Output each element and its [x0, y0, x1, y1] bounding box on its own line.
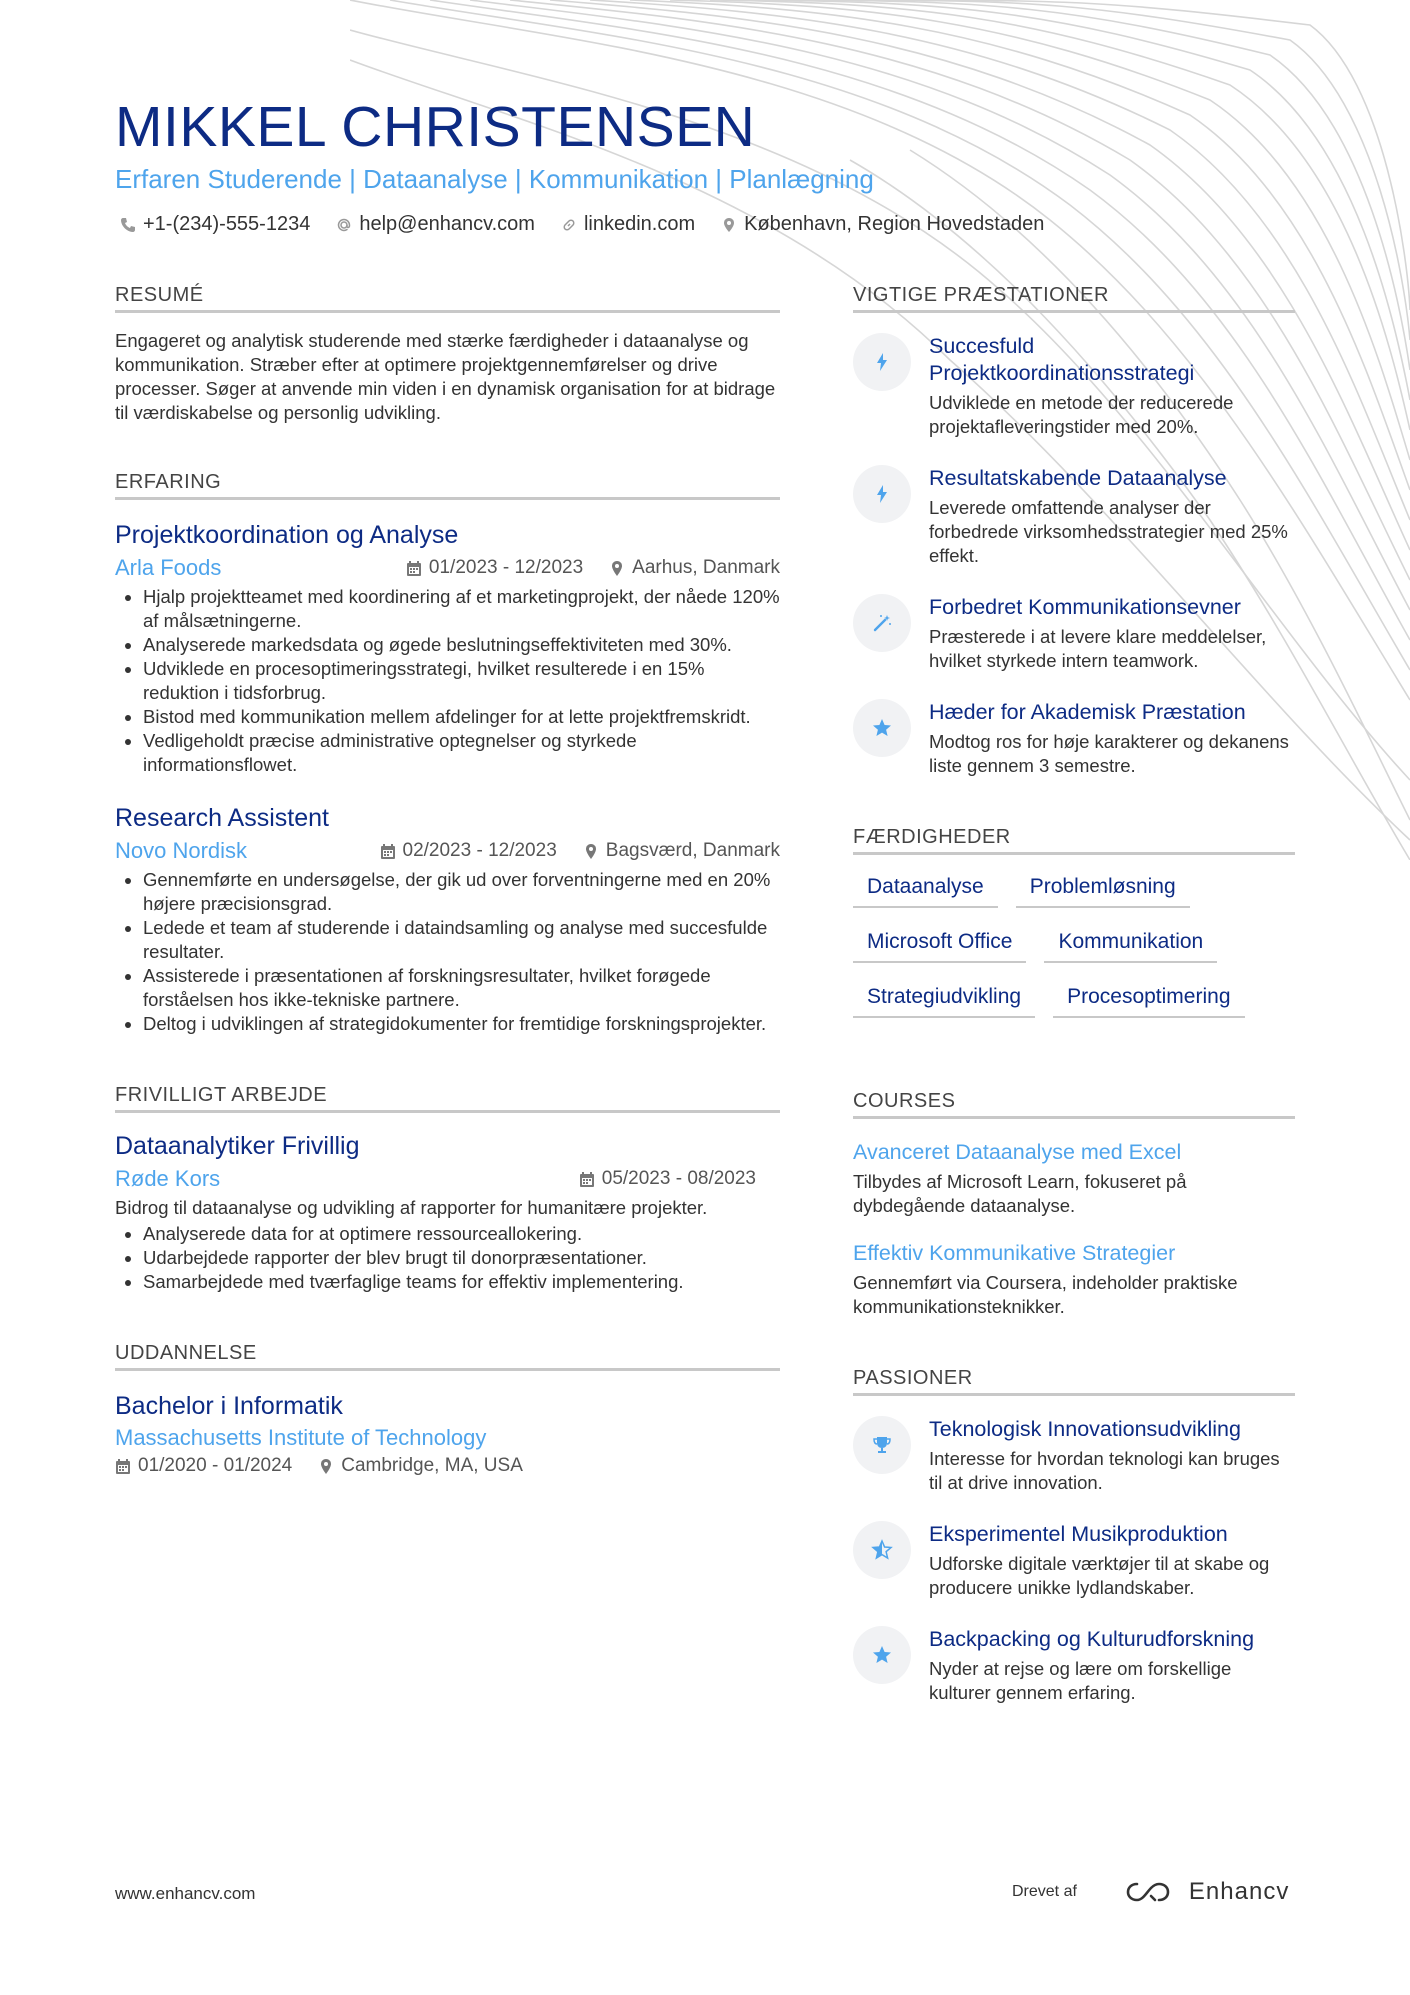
link-icon	[561, 217, 577, 233]
skill-tag: Procesoptimering	[1053, 985, 1244, 1018]
contact-linkedin[interactable]	[561, 213, 695, 236]
bullet-item: • Ledede et team af studerende i dataindsamling og analyse med succesfulde resultater.	[143, 916, 780, 964]
courses-section	[853, 1090, 1295, 1319]
calendar-icon	[406, 560, 422, 577]
education-section-title: UDDANNELSE	[115, 1342, 780, 1371]
achievement-desc: Præsterede i at levere klare meddelelser, hvilket styrkede intern teamwork.	[929, 626, 1267, 671]
experience-section-title: ERFARING	[115, 471, 780, 500]
skills-section	[853, 826, 1295, 1040]
experience-section	[115, 471, 780, 1036]
job-meta	[115, 838, 780, 864]
course-item	[853, 1240, 1295, 1319]
job-bullets	[115, 868, 780, 1036]
bullet-item: • Analyserede markedsdata og øgede beslutningseffektiviteten med 30%.	[143, 633, 780, 657]
course-desc: Gennemført via Coursera, indeholder praktiske kommunikationsteknikker.	[853, 1272, 1238, 1317]
resume-section-title: RESUMÉ	[115, 284, 780, 313]
volunteer-desc: Bidrog til dataanalyse og udvikling af rapporter for humanitære projekter.	[115, 1197, 708, 1218]
right-column	[853, 284, 1295, 1705]
passion-title: Backpacking og Kulturudforskning	[929, 1627, 1255, 1651]
passion-item	[853, 1521, 1295, 1600]
achievements-section-title: VIGTIGE PRÆSTATIONER	[853, 284, 1295, 313]
contact-bar	[120, 213, 1044, 236]
course-desc: Tilbydes af Microsoft Learn, fokuseret på dybdegående dataanalyse.	[853, 1171, 1187, 1216]
achievement-item	[853, 594, 1295, 673]
achievement-desc: Udviklede en metode der reducerede projektafleveringstider med 20%.	[929, 392, 1234, 437]
linkedin-text: linkedin.com	[583, 213, 696, 235]
education-meta	[115, 1455, 780, 1477]
footer-brand	[1012, 1878, 1289, 1906]
calendar-icon	[380, 843, 396, 860]
company-name: Arla Foods	[115, 555, 222, 580]
bolt-icon	[871, 483, 893, 505]
job-meta	[115, 555, 780, 581]
location-pin-icon	[318, 1458, 334, 1475]
course-item	[853, 1139, 1295, 1218]
bullet-item: • Bistod med kommunikation mellem afdelinger for at lette projektfremskridt.	[143, 705, 780, 729]
passions-section-title: PASSIONER	[853, 1367, 1295, 1396]
half-star-icon	[871, 1539, 893, 1561]
achievement-item	[853, 333, 1295, 439]
passion-item	[853, 1416, 1295, 1495]
bullet-item: • Assisterede i præsentationen af forskningsresultater, hvilket forøgede forståelsen hos ikke-tekniske partnere.	[143, 964, 780, 1012]
volunteer-section	[115, 1084, 780, 1294]
course-title: Avanceret Dataanalyse med Excel	[853, 1140, 1182, 1164]
at-icon	[336, 217, 352, 233]
location-pin-icon	[721, 217, 737, 233]
bullet-item: • Deltog i udviklingen af strategidokumenter for fremtidige forskningsprojekter.	[143, 1012, 780, 1036]
passion-title: Teknologisk Innovationsudvikling	[929, 1417, 1241, 1441]
bolt-icon	[871, 351, 893, 373]
skill-tag: Problemløsning	[1016, 875, 1190, 908]
achievement-title: Resultatskabende Dataanalyse	[929, 466, 1227, 490]
passion-desc: Udforske digitale værktøjer til at skabe og producere unikke lydlandskaber.	[929, 1553, 1270, 1598]
job-title: Research Assistent	[115, 804, 329, 832]
candidate-tagline: Erfaren Studerende | Dataanalyse | Kommunikation | Planlægning	[115, 164, 874, 194]
achievement-title: Succesfuld Projektkoordinationsstrategi	[929, 334, 1195, 385]
education-location: Cambridge, MA, USA	[318, 1455, 523, 1477]
course-title: Effektiv Kommunikative Strategier	[853, 1241, 1176, 1265]
skill-tag: Strategiudvikling	[853, 985, 1035, 1018]
volunteer-bullets	[115, 1222, 780, 1294]
skill-tag: Kommunikation	[1044, 930, 1217, 963]
email-text: help@enhancv.com	[359, 213, 535, 235]
bullet-item: • Udviklede en procesoptimeringsstrategi, hvilket resulterede i en 15% reduktion i tidsforbrug.	[143, 657, 780, 705]
calendar-icon	[579, 1171, 595, 1188]
skills-section-title: FÆRDIGHEDER	[853, 826, 1295, 855]
passion-title: Eksperimentel Musikproduktion	[929, 1522, 1228, 1546]
bullet-item: • Udarbejdede rapporter der blev brugt til donorpræsentationer.	[143, 1246, 780, 1270]
enhancv-logo-icon	[1125, 1880, 1171, 1904]
magic-wand-icon	[871, 612, 893, 634]
resume-section	[115, 284, 780, 425]
job-title: Projektkoordination og Analyse	[115, 521, 459, 549]
achievement-title: Forbedret Kommunikationsevner	[929, 595, 1241, 619]
location-pin-icon	[583, 843, 599, 860]
volunteer-dates: 05/2023 - 08/2023	[579, 1168, 756, 1190]
bullet-item: • Vedligeholdt præcise administrative optegnelser og styrkede informationsflowet.	[143, 729, 780, 777]
achievement-desc: Leverede omfattende analyser der forbedrede virksomhedsstrategier med 25% effekt.	[929, 497, 1288, 566]
achievement-title: Hæder for Akademisk Præstation	[929, 700, 1246, 724]
contact-email[interactable]	[336, 213, 535, 236]
volunteer-entry	[115, 1131, 780, 1294]
passions-section	[853, 1367, 1295, 1705]
degree-title: Bachelor i Informatik	[115, 1392, 343, 1420]
volunteer-meta	[115, 1166, 780, 1192]
job-entry	[115, 520, 780, 777]
achievement-item	[853, 699, 1295, 778]
skill-tag: Dataanalyse	[853, 875, 998, 908]
trophy-icon	[871, 1434, 893, 1456]
achievement-desc: Modtog ros for høje karakterer og dekanens liste gennem 3 semestre.	[929, 731, 1289, 776]
volunteer-role: Dataanalytiker Frivillig	[115, 1132, 360, 1160]
skill-tag: Microsoft Office	[853, 930, 1026, 963]
education-section	[115, 1342, 780, 1477]
achievements-section	[853, 284, 1295, 778]
job-dates: 01/2023 - 12/2023	[406, 557, 583, 579]
passion-desc: Nyder at rejse og lære om forskellige kulturer gennem erfaring.	[929, 1658, 1232, 1703]
passion-item	[853, 1626, 1295, 1705]
job-location: Bagsværd, Danmark	[583, 840, 780, 862]
job-location: Aarhus, Danmark	[609, 557, 780, 579]
achievement-item	[853, 465, 1295, 568]
star-icon	[871, 1644, 893, 1666]
phone-text: +1-(234)-555-1234	[143, 213, 311, 235]
contact-location	[721, 213, 1044, 236]
education-dates: 01/2020 - 01/2024	[115, 1455, 292, 1477]
job-dates: 02/2023 - 12/2023	[380, 840, 557, 862]
skills-list	[853, 875, 1293, 1040]
location-text: København, Region Hovedstaden	[744, 213, 1045, 235]
location-pin-icon	[609, 560, 625, 577]
star-icon	[871, 717, 893, 739]
bullet-item: • Hjalp projektteamet med koordinering af et marketingprojekt, der nåede 120% af målsætningerne.	[143, 585, 780, 633]
job-bullets	[115, 585, 780, 777]
school-name: Massachusetts Institute of Technology	[115, 1425, 487, 1450]
candidate-name: MIKKEL CHRISTENSEN	[115, 95, 756, 159]
volunteer-section-title: FRIVILLIGT ARBEJDE	[115, 1084, 780, 1113]
company-name: Novo Nordisk	[115, 838, 248, 863]
courses-section-title: COURSES	[853, 1090, 1295, 1119]
left-column	[115, 284, 780, 1477]
bullet-item: • Gennemførte en undersøgelse, der gik ud over forventningerne med en 20% højere præcisionsgrad.	[143, 868, 780, 916]
contact-phone[interactable]	[120, 213, 310, 236]
brand-name: Enhancv	[1188, 1878, 1290, 1905]
bullet-item: • Analyserede data for at optimere ressourceallokering.	[143, 1222, 780, 1246]
footer-website[interactable]: www.enhancv.com	[115, 1884, 256, 1903]
summary-text: Engageret og analytisk studerende med stærke færdigheder i dataanalyse og kommunikation. Stræber efter at optimere projektgennemførelser og drive processer. Søger at anvende min viden i en dynamisk organisation for at bidrage til værdiskabelse og personlig udvikling.	[115, 330, 776, 423]
powered-by-text: Drevet af	[1012, 1883, 1077, 1900]
bullet-item: • Samarbejdede med tværfaglige teams for effektiv implementering.	[143, 1270, 780, 1294]
phone-icon	[120, 217, 136, 233]
calendar-icon	[115, 1458, 131, 1475]
volunteer-org: Røde Kors	[115, 1166, 221, 1191]
job-entry	[115, 803, 780, 1036]
passion-desc: Interesse for hvordan teknologi kan bruges til at drive innovation.	[929, 1448, 1280, 1493]
